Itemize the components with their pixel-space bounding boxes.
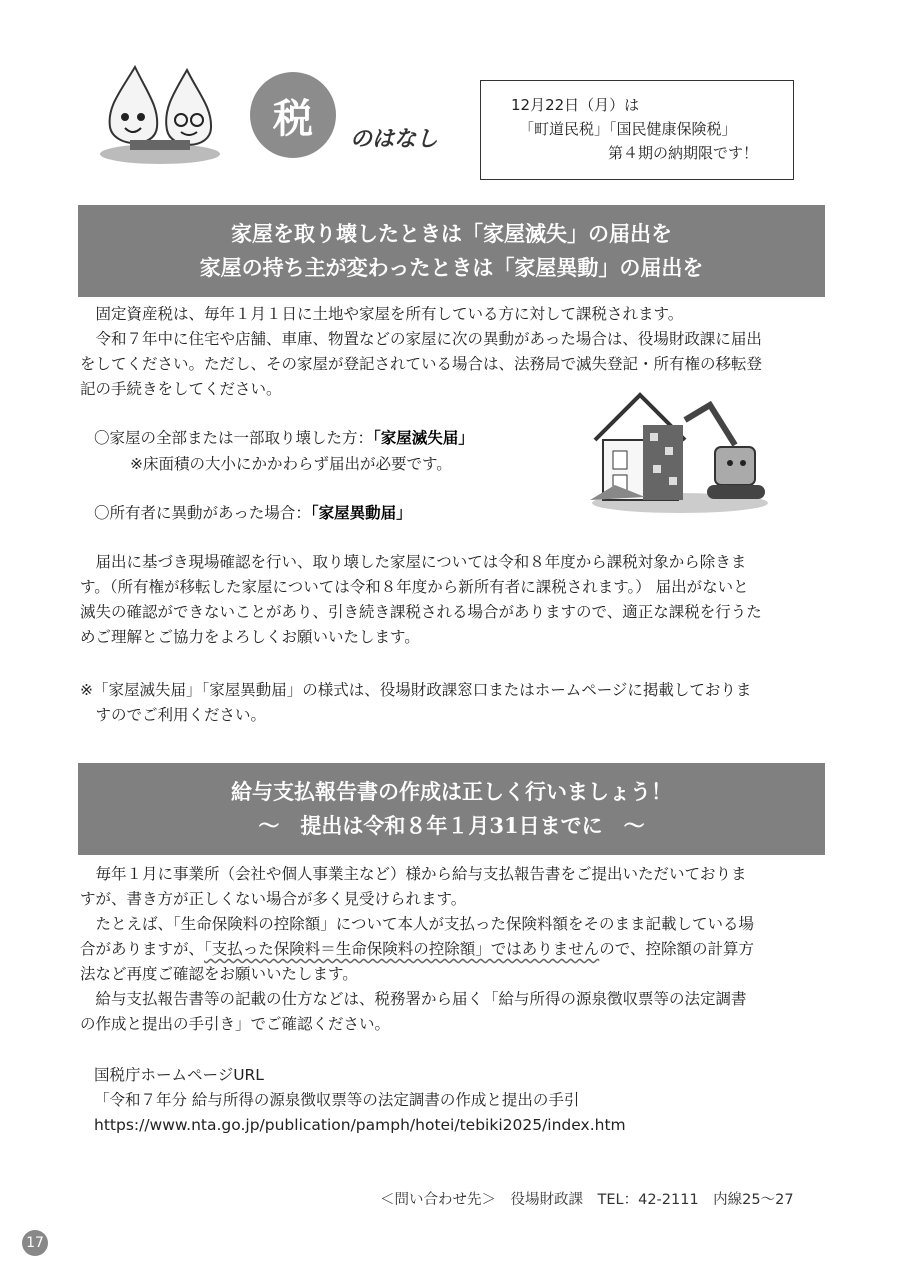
nta-reference (94, 1063, 844, 1138)
item-note: ※床面積の大小にかかわらず届出が必要です。 (130, 455, 452, 473)
paragraph-line: すが、書き方が正しくない場合が多く見受けられます。 (80, 890, 467, 908)
section1-note (80, 678, 830, 728)
paragraph-line: ※「家屋滅失届」「家屋異動届」の様式は、役場財政課窓口またはホームページに掲載しておりま (80, 681, 752, 699)
tax-subtitle: のはなし (350, 127, 439, 152)
page-number: 17 (22, 1230, 48, 1256)
link-label: 国税庁ホームページURL (94, 1066, 264, 1084)
paragraph-line: をしてください。ただし、その家屋が登記されている場合は、法務局で滅失登記・所有権の移転登 (80, 355, 763, 373)
paragraph-line: 法など再度ご確認をお願いいたします。 (80, 965, 358, 983)
notice-line: 第４期の納期限です！ (608, 144, 759, 162)
paragraph-line: 令和７年中に住宅や店舗、車庫、物置などの家屋に次の異動があった場合は、役場財政課に届出 (80, 330, 762, 348)
tax-badge-text: 税 (273, 94, 313, 142)
paragraph-line: 固定資産税は、毎年１月１日に土地や家屋を所有している方に対して課税されます。 (80, 305, 684, 323)
paragraph-line: の作成と提出の手引き」でご確認ください。 (80, 1015, 391, 1033)
paragraph-line: 届出に基づき現場確認を行い、取り壊した家屋については令和８年度から課税対象から除きま (80, 553, 747, 571)
tax-badge (250, 72, 336, 158)
text-segment: ので、控除額の計算方 (599, 940, 754, 958)
banner-line: 家屋を取り壊したときは「家屋滅失」の届出を (231, 221, 672, 246)
text-segment: 合がありますが、 (80, 940, 205, 958)
banner-line: 家屋の持ち主が変わったときは「家屋異動」の届出を (199, 255, 704, 280)
banner-line: 給与支払報告書の作成は正しく行いましょう！ (231, 779, 672, 804)
demolition-illustration (585, 385, 770, 515)
section1-body (80, 550, 830, 650)
deadline-notice (480, 80, 794, 180)
item-label: 〇家屋の全部または一部取り壊した方： (94, 429, 374, 447)
banner-line: 〜 提出は令和８年１月31日までに 〜 (258, 813, 645, 838)
form-name: 「家屋滅失届」 (373, 429, 474, 447)
paragraph-line: 毎年１月に事業所（会社や個人事業主など）様から給与支払報告書をご提出いただいておりま (80, 865, 747, 883)
nta-url-link[interactable]: https://www.nta.go.jp/publication/pamph/hotei/tebiki2025/index.htm (94, 1116, 626, 1134)
section2-body (80, 862, 830, 1037)
paragraph-line: たとえば、「生命保険料の控除額」について本人が支払った保険料額をそのまま記載している場 (80, 915, 754, 933)
contact-info: ＜問い合わせ先＞ 役場財政課 TEL：42-2111 内線25〜27 (380, 1192, 794, 1208)
paragraph-line (80, 937, 830, 962)
emphasized-text: 「支払った保険料＝生命保険料の控除額」ではありません (204, 940, 600, 958)
paragraph-line: す。（所有権が移転した家屋については令和８年度から新所有者に課税されます。） 届出がないと (80, 578, 749, 596)
notice-line: 12月22日（月）は (511, 96, 640, 114)
form-name: 「家屋異動届」 (310, 504, 412, 522)
notice-line: 「町道民税」「国民健康保険税」 (519, 120, 737, 138)
section2-banner (78, 763, 825, 855)
paragraph-line: 記の手続きをしてください。 (80, 380, 282, 398)
link-title: 「令和７年分 給与所得の源泉徴収票等の法定調書の作成と提出の手引 (94, 1091, 580, 1109)
mascot-illustration (95, 62, 225, 167)
paragraph-line: めご理解とご協力をよろしくお願いいたします。 (80, 628, 420, 646)
paragraph-line: 給与支払報告書等の記載の仕方などは、税務署から届く「給与所得の源泉徴収票等の法定調書 (80, 990, 747, 1008)
item-label: 〇所有者に異動があった場合： (94, 504, 311, 522)
paragraph-line: すのでご利用ください。 (80, 706, 267, 724)
section1-banner (78, 205, 825, 297)
paragraph-line: 滅失の確認ができないことがあり、引き続き課税される場合がありますので、適正な課税を行うた (80, 603, 762, 621)
